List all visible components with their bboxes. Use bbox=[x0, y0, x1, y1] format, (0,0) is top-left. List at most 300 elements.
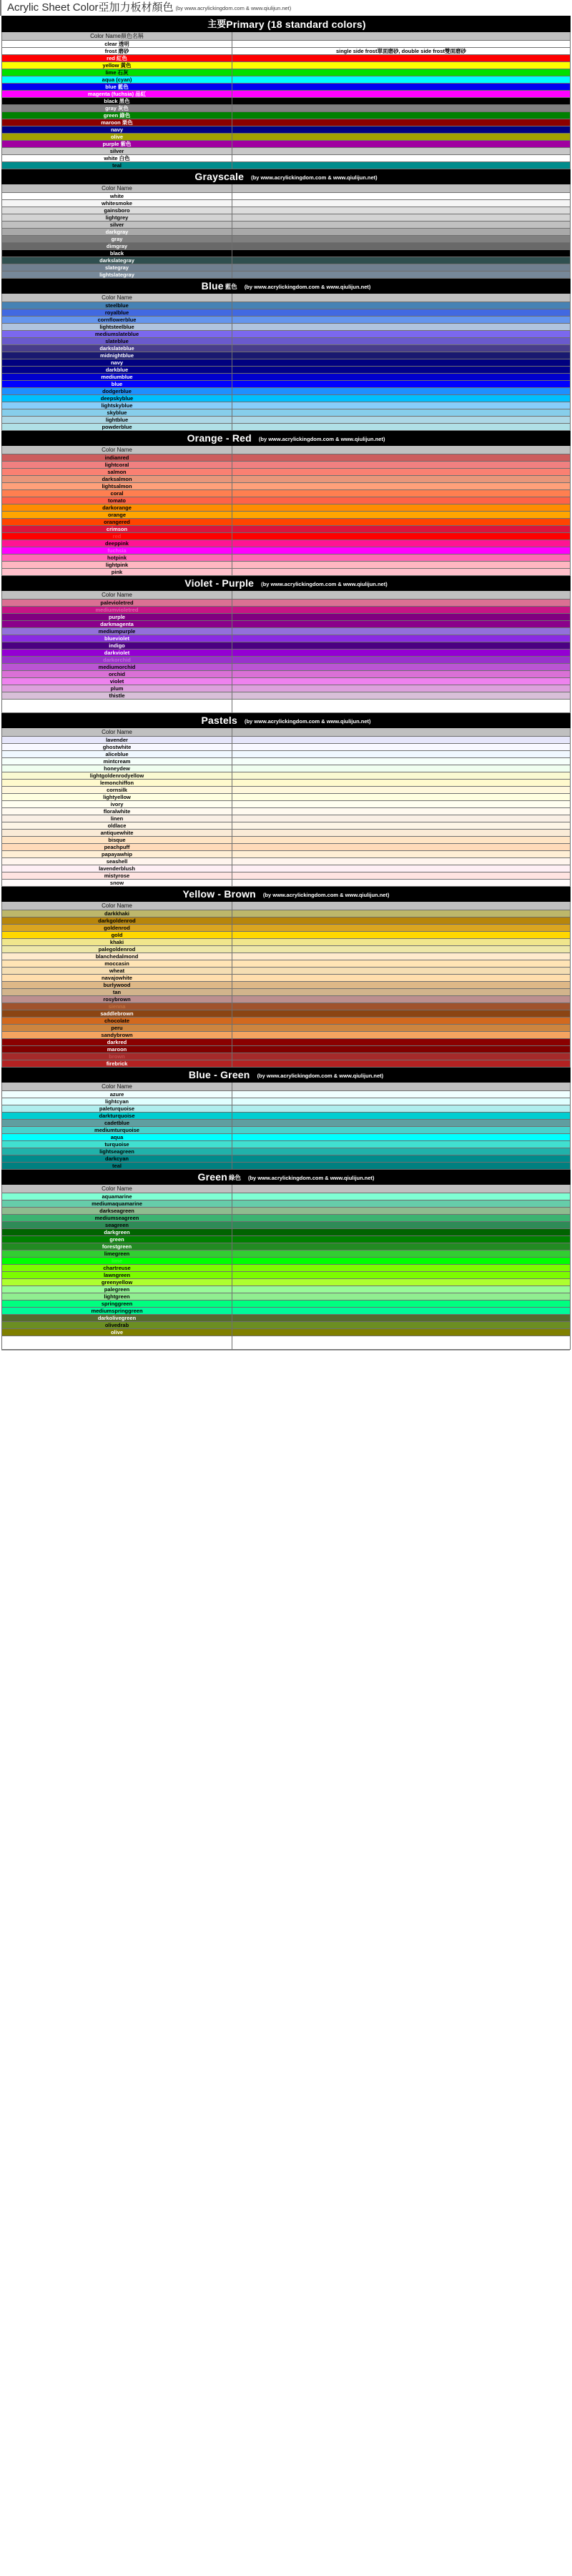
section-header-cell bbox=[2, 714, 571, 728]
table-row[interactable] bbox=[2, 1208, 571, 1215]
table-row[interactable] bbox=[2, 309, 571, 317]
table-row[interactable] bbox=[2, 1215, 571, 1222]
table-row[interactable] bbox=[2, 758, 571, 765]
table-row[interactable] bbox=[2, 917, 571, 925]
table-row[interactable] bbox=[2, 469, 571, 476]
color-name-en: olive bbox=[110, 1329, 124, 1336]
color-swatch-cell bbox=[232, 395, 571, 402]
table-row[interactable] bbox=[2, 476, 571, 483]
table-row[interactable] bbox=[2, 374, 571, 381]
color-swatch-cell bbox=[232, 765, 571, 772]
table-row[interactable] bbox=[2, 547, 571, 555]
table-row[interactable] bbox=[2, 621, 571, 628]
table-row[interactable] bbox=[2, 1105, 571, 1113]
color-name-cell bbox=[2, 359, 232, 367]
section-header-blue bbox=[2, 279, 571, 294]
color-name-en: honeydew bbox=[104, 765, 130, 772]
table-row[interactable] bbox=[2, 737, 571, 744]
color-name-en: darkgoldenrod bbox=[98, 917, 136, 924]
table-row[interactable] bbox=[2, 55, 571, 62]
table-row[interactable] bbox=[2, 243, 571, 250]
table-row[interactable] bbox=[2, 317, 571, 324]
color-name-cell bbox=[2, 555, 232, 562]
table-row[interactable] bbox=[2, 1236, 571, 1243]
table-row[interactable] bbox=[2, 765, 571, 772]
table-row[interactable] bbox=[2, 497, 571, 504]
color-swatch-cell bbox=[232, 540, 571, 547]
table-row[interactable] bbox=[2, 1155, 571, 1163]
table-row[interactable] bbox=[2, 200, 571, 207]
color-name-cell bbox=[2, 844, 232, 851]
color-name-en: navy bbox=[110, 126, 124, 133]
table-row[interactable] bbox=[2, 678, 571, 685]
table-row[interactable] bbox=[2, 614, 571, 621]
table-row[interactable] bbox=[2, 555, 571, 562]
section-title-en: Orange - Red bbox=[187, 432, 252, 444]
table-row[interactable] bbox=[2, 968, 571, 975]
table-row[interactable] bbox=[2, 519, 571, 526]
color-name-cell bbox=[2, 141, 232, 148]
table-row[interactable] bbox=[2, 207, 571, 214]
color-swatch-cell bbox=[232, 946, 571, 953]
color-name-cell bbox=[2, 417, 232, 424]
color-name-en: midnightblue bbox=[99, 352, 134, 359]
section-table-blue bbox=[1, 279, 571, 431]
color-swatch-cell bbox=[232, 1105, 571, 1113]
table-row[interactable] bbox=[2, 607, 571, 614]
color-name-en: indigo bbox=[109, 642, 125, 649]
color-swatch-cell bbox=[232, 975, 571, 982]
table-row[interactable] bbox=[2, 395, 571, 402]
color-name-cell bbox=[2, 155, 232, 162]
color-name-cell bbox=[2, 200, 232, 207]
color-swatch-cell bbox=[232, 214, 571, 222]
color-swatch-cell bbox=[232, 830, 571, 837]
table-row[interactable] bbox=[2, 1098, 571, 1105]
section-header-yellow-brown bbox=[2, 887, 571, 902]
table-row[interactable] bbox=[2, 1258, 571, 1265]
color-swatch-cell bbox=[232, 48, 571, 55]
table-row[interactable] bbox=[2, 381, 571, 388]
table-row[interactable] bbox=[2, 76, 571, 84]
table-row[interactable] bbox=[2, 302, 571, 309]
table-row[interactable] bbox=[2, 352, 571, 359]
table-row[interactable] bbox=[2, 751, 571, 758]
table-row[interactable] bbox=[2, 982, 571, 989]
table-row[interactable] bbox=[2, 141, 571, 148]
table-row[interactable] bbox=[2, 526, 571, 533]
color-name-en: tan bbox=[112, 989, 122, 995]
table-row[interactable] bbox=[2, 642, 571, 650]
color-name-en: dodgerblue bbox=[102, 388, 132, 394]
table-row[interactable] bbox=[2, 424, 571, 431]
table-row[interactable] bbox=[2, 692, 571, 700]
color-swatch-cell bbox=[232, 808, 571, 815]
table-row[interactable] bbox=[2, 925, 571, 932]
color-name-en: lime bbox=[111, 1258, 122, 1264]
table-row[interactable] bbox=[2, 454, 571, 462]
table-row[interactable] bbox=[2, 540, 571, 547]
color-name-zh: 品紅 bbox=[135, 91, 147, 97]
table-row[interactable] bbox=[2, 910, 571, 917]
color-name-zh: 栗色 bbox=[122, 119, 133, 126]
color-name-cell bbox=[2, 476, 232, 483]
table-row[interactable] bbox=[2, 780, 571, 787]
section-title-zh: 主要 bbox=[207, 19, 227, 29]
table-row[interactable] bbox=[2, 162, 571, 169]
color-swatch-cell bbox=[232, 331, 571, 338]
table-row[interactable] bbox=[2, 359, 571, 367]
color-name-cell bbox=[2, 865, 232, 872]
table-row[interactable] bbox=[2, 794, 571, 801]
color-swatch-cell bbox=[232, 490, 571, 497]
table-row[interactable] bbox=[2, 533, 571, 540]
color-name-en: linen bbox=[110, 815, 124, 822]
color-name-en: dimgray bbox=[106, 243, 128, 249]
color-name-en: crimson bbox=[106, 526, 128, 532]
section-header-violet-purple bbox=[2, 577, 571, 591]
section-header-cell bbox=[2, 279, 571, 294]
column-header-row bbox=[2, 591, 571, 600]
table-row[interactable] bbox=[2, 989, 571, 996]
table-row[interactable] bbox=[2, 801, 571, 808]
table-row[interactable] bbox=[2, 388, 571, 395]
table-row[interactable] bbox=[2, 650, 571, 657]
table-row[interactable] bbox=[2, 1148, 571, 1155]
color-name-en: saddlebrown bbox=[100, 1010, 134, 1017]
color-name-en: black bbox=[109, 250, 124, 257]
table-row[interactable] bbox=[2, 126, 571, 134]
color-name-zh: 藍色 bbox=[117, 84, 129, 90]
color-name-en: lightpink bbox=[105, 562, 129, 568]
color-name-cell bbox=[2, 236, 232, 243]
color-swatch-cell bbox=[232, 872, 571, 880]
table-row[interactable] bbox=[2, 1134, 571, 1141]
section-header-cell bbox=[2, 577, 571, 591]
table-row[interactable] bbox=[2, 214, 571, 222]
color-name-cell bbox=[2, 264, 232, 272]
color-name-en: aliceblue bbox=[105, 751, 129, 757]
color-name-en: papayawhip bbox=[102, 851, 132, 857]
table-row[interactable] bbox=[2, 1250, 571, 1258]
table-row[interactable] bbox=[2, 62, 571, 69]
table-row[interactable] bbox=[2, 772, 571, 780]
color-swatch-cell bbox=[232, 1193, 571, 1200]
column-header-row bbox=[2, 184, 571, 193]
color-swatch-cell bbox=[232, 671, 571, 678]
table-row[interactable] bbox=[2, 236, 571, 243]
color-swatch-cell bbox=[232, 664, 571, 671]
color-swatch-cell bbox=[232, 758, 571, 765]
color-name-cell bbox=[2, 1163, 232, 1170]
table-row[interactable] bbox=[2, 1120, 571, 1127]
color-name-cell bbox=[2, 48, 232, 55]
table-row[interactable] bbox=[2, 1091, 571, 1098]
table-row[interactable] bbox=[2, 953, 571, 960]
section-header-cell bbox=[2, 1170, 571, 1185]
color-name-cell bbox=[2, 374, 232, 381]
section-table-green bbox=[1, 1170, 571, 1350]
color-name-cell bbox=[2, 1053, 232, 1060]
table-row[interactable] bbox=[2, 119, 571, 126]
color-swatch-cell bbox=[232, 1315, 571, 1322]
table-row[interactable] bbox=[2, 932, 571, 939]
table-row[interactable] bbox=[2, 960, 571, 968]
color-name-en: darksalmon bbox=[102, 476, 132, 482]
table-row[interactable] bbox=[2, 635, 571, 642]
color-name-cell bbox=[2, 1258, 232, 1265]
table-row[interactable] bbox=[2, 193, 571, 200]
table-row[interactable] bbox=[2, 512, 571, 519]
table-row[interactable] bbox=[2, 338, 571, 345]
table-row[interactable] bbox=[2, 600, 571, 607]
color-name-en: lightyellow bbox=[103, 794, 131, 800]
color-name-en: blanchedalmond bbox=[95, 953, 139, 960]
color-name-en: lightgreen bbox=[104, 1293, 130, 1300]
color-swatch-cell bbox=[232, 359, 571, 367]
color-name-cell bbox=[2, 148, 232, 155]
color-name-cell bbox=[2, 1010, 232, 1018]
color-name-en: blueviolet bbox=[104, 635, 129, 642]
table-row[interactable] bbox=[2, 1193, 571, 1200]
bottom-rule bbox=[1, 1350, 570, 1352]
table-row[interactable] bbox=[2, 1315, 571, 1322]
table-row[interactable] bbox=[2, 1018, 571, 1025]
color-swatch-cell bbox=[232, 1053, 571, 1060]
color-name-en: red bbox=[112, 533, 122, 539]
column-header-name: Color Name bbox=[2, 184, 232, 193]
color-name-en: darkgreen bbox=[104, 1229, 130, 1235]
color-name-en: darkolivegreen bbox=[97, 1315, 137, 1321]
color-swatch-cell bbox=[232, 1060, 571, 1068]
table-row[interactable] bbox=[2, 872, 571, 880]
color-name-cell bbox=[2, 1272, 232, 1279]
color-swatch-cell bbox=[232, 374, 571, 381]
color-swatch-cell bbox=[232, 1025, 571, 1032]
table-row[interactable] bbox=[2, 1113, 571, 1120]
color-swatch-cell bbox=[232, 1120, 571, 1127]
section-title-en: Violet - Purple bbox=[184, 577, 255, 589]
table-row[interactable] bbox=[2, 1272, 571, 1279]
color-name-cell bbox=[2, 1215, 232, 1222]
table-row[interactable] bbox=[2, 69, 571, 76]
color-swatch-cell bbox=[232, 533, 571, 540]
color-swatch-cell bbox=[232, 1046, 571, 1053]
table-row[interactable] bbox=[2, 1243, 571, 1250]
color-name-cell bbox=[2, 55, 232, 62]
table-row[interactable] bbox=[2, 1322, 571, 1329]
table-row[interactable] bbox=[2, 1293, 571, 1301]
color-swatch-cell bbox=[232, 417, 571, 424]
table-row[interactable] bbox=[2, 250, 571, 257]
table-row[interactable] bbox=[2, 1308, 571, 1315]
table-row[interactable] bbox=[2, 1163, 571, 1170]
color-name-zh: 黃色 bbox=[120, 62, 132, 69]
color-name-cell bbox=[2, 1098, 232, 1105]
color-name-en: clear bbox=[104, 41, 117, 47]
table-row[interactable] bbox=[2, 1025, 571, 1032]
table-row[interactable] bbox=[2, 264, 571, 272]
color-name-cell bbox=[2, 1134, 232, 1141]
color-name-en: darkmagenta bbox=[100, 621, 134, 627]
color-name-cell bbox=[2, 858, 232, 865]
table-row[interactable] bbox=[2, 490, 571, 497]
color-name-cell bbox=[2, 424, 232, 431]
table-row[interactable] bbox=[2, 1229, 571, 1236]
color-name-en: aqua (cyan) bbox=[102, 76, 132, 83]
column-header-name: Color Name bbox=[2, 1185, 232, 1193]
section-table-blue-green bbox=[1, 1068, 571, 1170]
color-name-cell bbox=[2, 497, 232, 504]
table-row[interactable] bbox=[2, 1046, 571, 1053]
table-row[interactable] bbox=[2, 48, 571, 55]
section-credit: (by www.acrylickingdom.com & www.qiulijun.net) bbox=[262, 891, 390, 898]
color-swatch-cell bbox=[232, 519, 571, 526]
color-swatch-cell bbox=[232, 1003, 571, 1010]
table-row[interactable] bbox=[2, 402, 571, 409]
table-row[interactable] bbox=[2, 148, 571, 155]
table-row[interactable] bbox=[2, 229, 571, 236]
table-row[interactable] bbox=[2, 112, 571, 119]
table-row[interactable] bbox=[2, 657, 571, 664]
table-row[interactable] bbox=[2, 134, 571, 141]
table-row[interactable] bbox=[2, 91, 571, 98]
color-swatch-cell bbox=[232, 1265, 571, 1272]
color-name-en: teal bbox=[112, 1163, 122, 1169]
table-row[interactable] bbox=[2, 822, 571, 830]
color-name-en: darkorchid bbox=[103, 657, 131, 663]
color-name-en: snow bbox=[109, 880, 124, 886]
table-row[interactable] bbox=[2, 562, 571, 569]
table-row[interactable] bbox=[2, 324, 571, 331]
color-name-cell bbox=[2, 872, 232, 880]
table-row[interactable] bbox=[2, 331, 571, 338]
color-swatch-cell bbox=[232, 98, 571, 105]
table-row[interactable] bbox=[2, 1265, 571, 1272]
table-row[interactable] bbox=[2, 664, 571, 671]
color-name-en: white bbox=[109, 193, 124, 199]
table-row[interactable] bbox=[2, 367, 571, 374]
color-name-cell bbox=[2, 607, 232, 614]
color-name-en: darkviolet bbox=[104, 650, 130, 656]
color-name-cell bbox=[2, 1155, 232, 1163]
table-row[interactable] bbox=[2, 851, 571, 858]
color-swatch-cell bbox=[232, 600, 571, 607]
color-swatch-cell bbox=[232, 55, 571, 62]
color-swatch-cell bbox=[232, 84, 571, 91]
table-row[interactable] bbox=[2, 222, 571, 229]
table-row[interactable] bbox=[2, 1003, 571, 1010]
color-name-en: thistle bbox=[109, 692, 125, 699]
color-name-en: frost bbox=[104, 48, 117, 54]
table-row[interactable] bbox=[2, 462, 571, 469]
table-row[interactable] bbox=[2, 671, 571, 678]
table-row[interactable] bbox=[2, 98, 571, 105]
table-row[interactable] bbox=[2, 744, 571, 751]
color-name-cell bbox=[2, 1091, 232, 1098]
table-row[interactable] bbox=[2, 1286, 571, 1293]
table-row[interactable] bbox=[2, 1301, 571, 1308]
table-row[interactable] bbox=[2, 844, 571, 851]
color-swatch-cell bbox=[232, 555, 571, 562]
color-name-cell bbox=[2, 1279, 232, 1286]
table-row[interactable] bbox=[2, 815, 571, 822]
section-header-cell bbox=[2, 170, 571, 184]
color-swatch-cell bbox=[232, 134, 571, 141]
table-row[interactable] bbox=[2, 1200, 571, 1208]
table-row[interactable] bbox=[2, 504, 571, 512]
color-name-cell bbox=[2, 657, 232, 664]
color-name-en: seagreen bbox=[105, 1222, 129, 1228]
color-swatch-cell bbox=[232, 621, 571, 628]
table-row[interactable] bbox=[2, 1329, 571, 1336]
table-row[interactable] bbox=[2, 865, 571, 872]
table-row[interactable] bbox=[2, 946, 571, 953]
table-row[interactable] bbox=[2, 1141, 571, 1148]
table-row[interactable] bbox=[2, 105, 571, 112]
color-swatch-cell bbox=[232, 1250, 571, 1258]
table-row[interactable] bbox=[2, 417, 571, 424]
table-row[interactable] bbox=[2, 808, 571, 815]
table-row[interactable] bbox=[2, 628, 571, 635]
column-header-name: Color Name bbox=[2, 591, 232, 600]
color-name-en: chartreuse bbox=[103, 1265, 131, 1271]
color-swatch-cell bbox=[232, 657, 571, 664]
table-row[interactable] bbox=[2, 1039, 571, 1046]
table-row[interactable] bbox=[2, 84, 571, 91]
color-swatch-cell bbox=[232, 243, 571, 250]
table-row[interactable] bbox=[2, 41, 571, 48]
table-row[interactable] bbox=[2, 830, 571, 837]
table-row[interactable] bbox=[2, 1032, 571, 1039]
table-row[interactable] bbox=[2, 272, 571, 279]
table-row[interactable] bbox=[2, 1279, 571, 1286]
section-title-zh: 綠色 bbox=[228, 1173, 241, 1181]
table-row[interactable] bbox=[2, 939, 571, 946]
table-row[interactable] bbox=[2, 345, 571, 352]
table-row[interactable] bbox=[2, 858, 571, 865]
color-swatch-cell bbox=[232, 1200, 571, 1208]
color-swatch-cell bbox=[232, 858, 571, 865]
color-name-cell bbox=[2, 454, 232, 462]
color-swatch-cell bbox=[232, 678, 571, 685]
table-row[interactable] bbox=[2, 483, 571, 490]
color-name-en: magenta (fuchsia) bbox=[87, 91, 134, 97]
color-swatch-cell bbox=[232, 162, 571, 169]
color-name-cell bbox=[2, 272, 232, 279]
table-row[interactable] bbox=[2, 1060, 571, 1068]
table-row[interactable] bbox=[2, 409, 571, 417]
table-row[interactable] bbox=[2, 975, 571, 982]
color-name-cell bbox=[2, 1329, 232, 1336]
table-row[interactable] bbox=[2, 257, 571, 264]
table-row[interactable] bbox=[2, 1222, 571, 1229]
table-row[interactable] bbox=[2, 1053, 571, 1060]
color-swatch-cell bbox=[232, 917, 571, 925]
table-row[interactable] bbox=[2, 685, 571, 692]
color-swatch-cell bbox=[232, 69, 571, 76]
color-swatch-cell bbox=[232, 772, 571, 780]
table-row[interactable] bbox=[2, 1127, 571, 1134]
table-row[interactable] bbox=[2, 1010, 571, 1018]
table-row[interactable] bbox=[2, 787, 571, 794]
table-row[interactable] bbox=[2, 837, 571, 844]
table-row[interactable] bbox=[2, 996, 571, 1003]
table-row[interactable] bbox=[2, 880, 571, 887]
table-row[interactable] bbox=[2, 569, 571, 576]
table-row[interactable] bbox=[2, 155, 571, 162]
color-swatch-cell bbox=[232, 345, 571, 352]
